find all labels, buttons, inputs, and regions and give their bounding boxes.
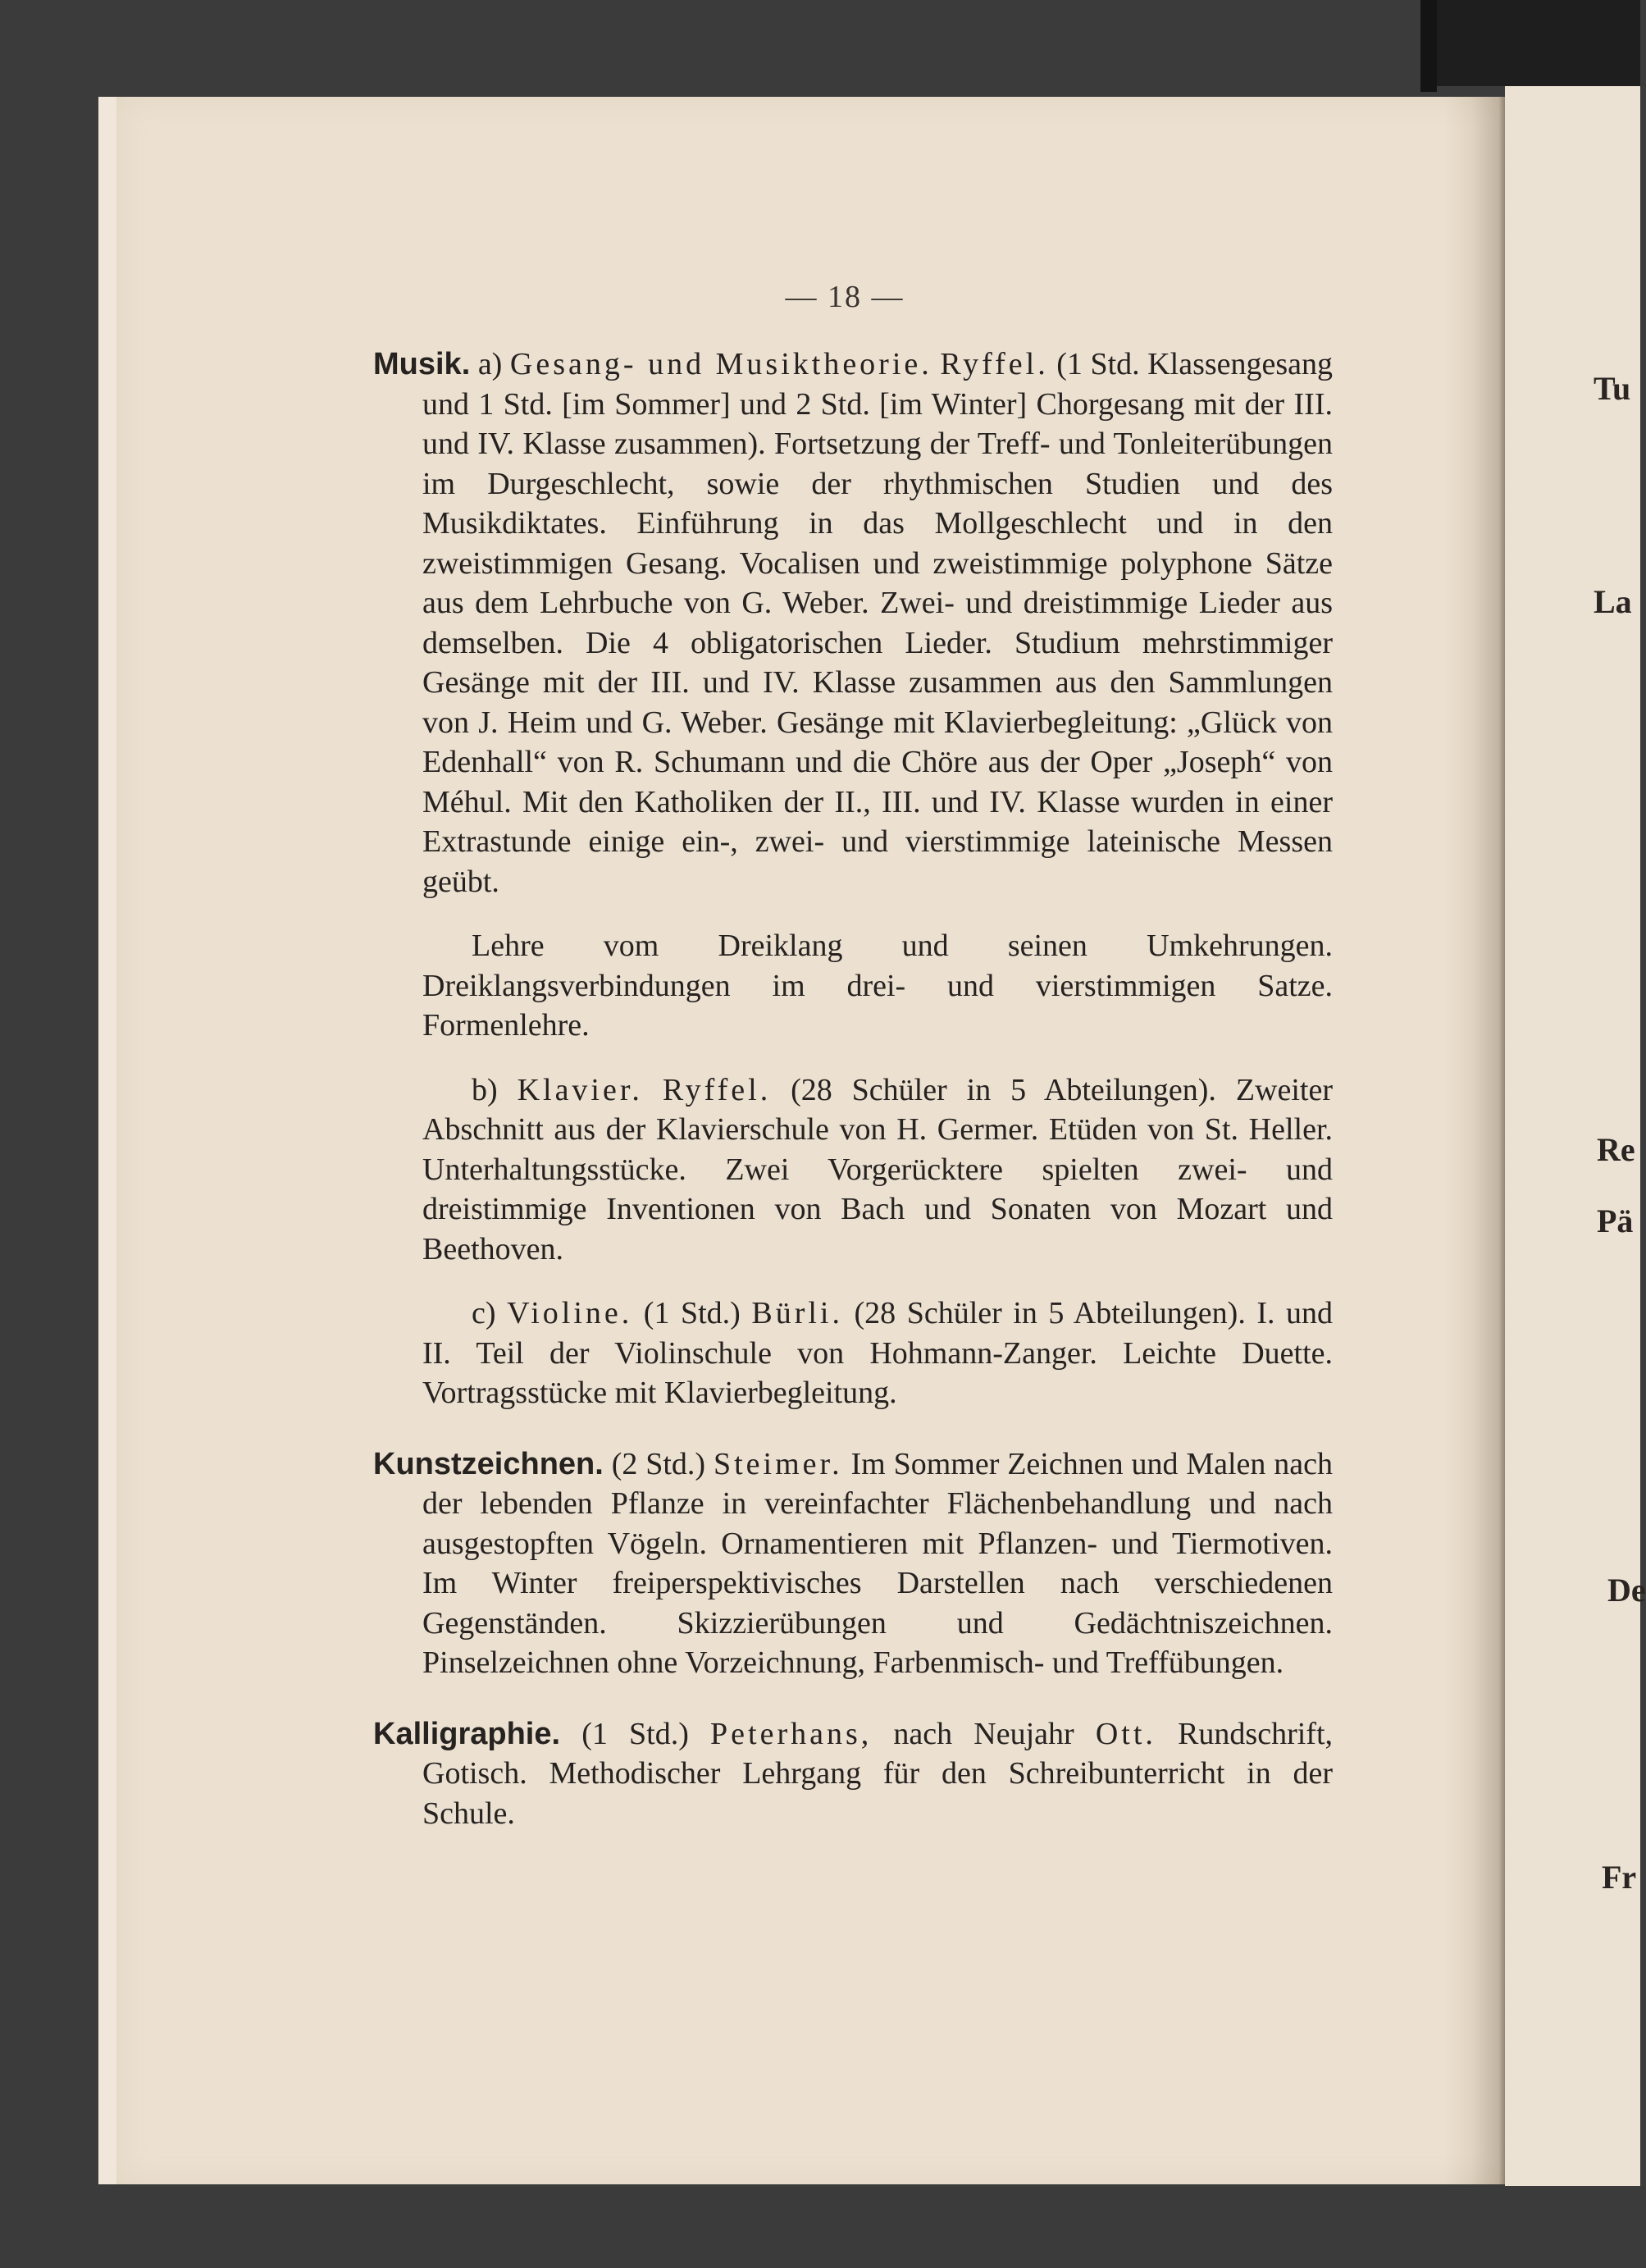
musik-a-title: Gesang- und Musiktheorie. bbox=[509, 347, 932, 381]
kalligraphie-teacher2: Ott. bbox=[1095, 1716, 1156, 1751]
musik-c-paragraph bbox=[373, 1294, 1333, 1413]
musik-a-label: a) bbox=[477, 347, 503, 381]
musik-b-title: Klavier. bbox=[517, 1072, 643, 1107]
musik-c-label: c) bbox=[472, 1296, 496, 1330]
right-page bbox=[1505, 86, 1646, 2186]
musik-b-teacher: Ryffel. bbox=[662, 1072, 772, 1107]
kunstzeichnen-text: Im Sommer Zeichnen und Malen nach der lebenden Pflanze in vereinfachter Flächenbehandlung und nach ausgestopften Vögeln. Ornamentieren mit Pflanzen- und Tiermotiven. Im Winter freiperspektivisches Darstellen nach verschiedenen Gegenständen. Skizzierübungen und Gedächtniszeichnen. Pinselzeichnen ohne Vorzeichnung, Farbenmisch- und Treffübungen. bbox=[422, 1446, 1334, 1680]
kunstzeichnen-hours: (2 Std.) bbox=[611, 1446, 706, 1481]
musik-a-text: (1 Std. Klassengesang und 1 Std. [im Sommer] und 2 Std. [im Winter] Chorgesang mit der III. und IV. Klasse zusammen). Fortsetzung der Treff- und Tonleiterübungen im Durgeschlecht, sowie der rhythmischen Studien und des Musikdiktates. Einführung in das Mollgeschlecht und in den zweistimmigen Gesang. Vocalisen und zweistimmige polyphone Sätze aus dem Lehrbuche von G. Weber. Zwei- und dreistimmige Lieder aus demselben. Die 4 obligatorischen Lieder. Studium mehrstimmiger Gesänge mit der III. und IV. Klasse zusammen aus den Sammlungen von J. Heim und G. Weber. Gesänge mit Klavierbegleitung: „Glück von Edenhall“ von R. Schumann und die Chöre aus der Oper „Joseph“ von Méhul. Mit den Katholiken der II., III. und IV. Klasse wurden in einer Extrastunde einige ein-, zwei- und vierstimmige lateinische Messen geübt. bbox=[422, 347, 1334, 899]
musik-b-paragraph bbox=[373, 1070, 1333, 1270]
musik-heading: Musik. bbox=[373, 347, 471, 381]
kunstzeichnen-section bbox=[373, 1444, 1333, 1683]
kalligraphie-section bbox=[373, 1714, 1333, 1834]
musik-c-text: (28 Schüler in 5 Abteilungen). I. und II. Teil der Violinschule von Hohmann-Zanger. Leichte Duette. Vortragsstücke mit Klavierbegleitung. bbox=[422, 1296, 1334, 1410]
musik-a-teacher: Ryffel. bbox=[940, 347, 1049, 381]
right-page-fragment: Re bbox=[1597, 1131, 1635, 1168]
right-page-fragment: Fr bbox=[1602, 1859, 1637, 1896]
right-page-fragment: Tu bbox=[1594, 370, 1631, 407]
musik-theory-text: Lehre vom Dreiklang und seinen Umkehrungen. Dreiklangsverbindungen im drei- und vierstimmigen Satze. Formenlehre. bbox=[422, 929, 1333, 1043]
kalligraphie-hours: (1 Std.) bbox=[581, 1716, 689, 1751]
musik-theory-paragraph bbox=[373, 926, 1333, 1046]
musik-section bbox=[373, 345, 1333, 901]
page-text bbox=[373, 280, 1334, 1833]
page-number: — 18 — bbox=[785, 280, 905, 314]
background-dark-top bbox=[1437, 0, 1640, 86]
kalligraphie-text: Rundschrift, Gotisch. Methodischer Lehrgang für den Schreibunterricht in der Schule. bbox=[422, 1716, 1334, 1831]
kunstzeichnen-heading: Kunstzeichnen. bbox=[373, 1446, 604, 1481]
musik-c-teacher: Bürli. bbox=[751, 1296, 843, 1330]
kalligraphie-mid: nach Neujahr bbox=[893, 1716, 1074, 1751]
book-spine bbox=[1420, 0, 1437, 92]
page-gutter-shadow bbox=[1443, 97, 1505, 2184]
musik-b-text: (28 Schüler in 5 Abteilungen). Zweiter Abschnitt aus der Klavierschule von H. Germer. Etüden von St. Heller. Unterhaltungsstücke. Zwei Vorgerücktere spielten zwei- und dreistimmige Inventionen von Bach und Sonaten von Mozart und Beethoven. bbox=[422, 1072, 1333, 1266]
kalligraphie-heading: Kalligraphie. bbox=[373, 1716, 561, 1751]
musik-c-title: Violine. bbox=[507, 1296, 633, 1330]
right-page-fragment: De bbox=[1607, 1572, 1646, 1609]
right-page-fragment: La bbox=[1594, 583, 1632, 620]
right-page-fragment: Pä bbox=[1597, 1202, 1634, 1239]
kunstzeichnen-teacher: Steimer. bbox=[713, 1446, 843, 1481]
kalligraphie-teacher: Peterhans, bbox=[710, 1716, 873, 1751]
musik-b-label: b) bbox=[472, 1072, 498, 1107]
musik-c-hours: (1 Std.) bbox=[643, 1296, 741, 1330]
